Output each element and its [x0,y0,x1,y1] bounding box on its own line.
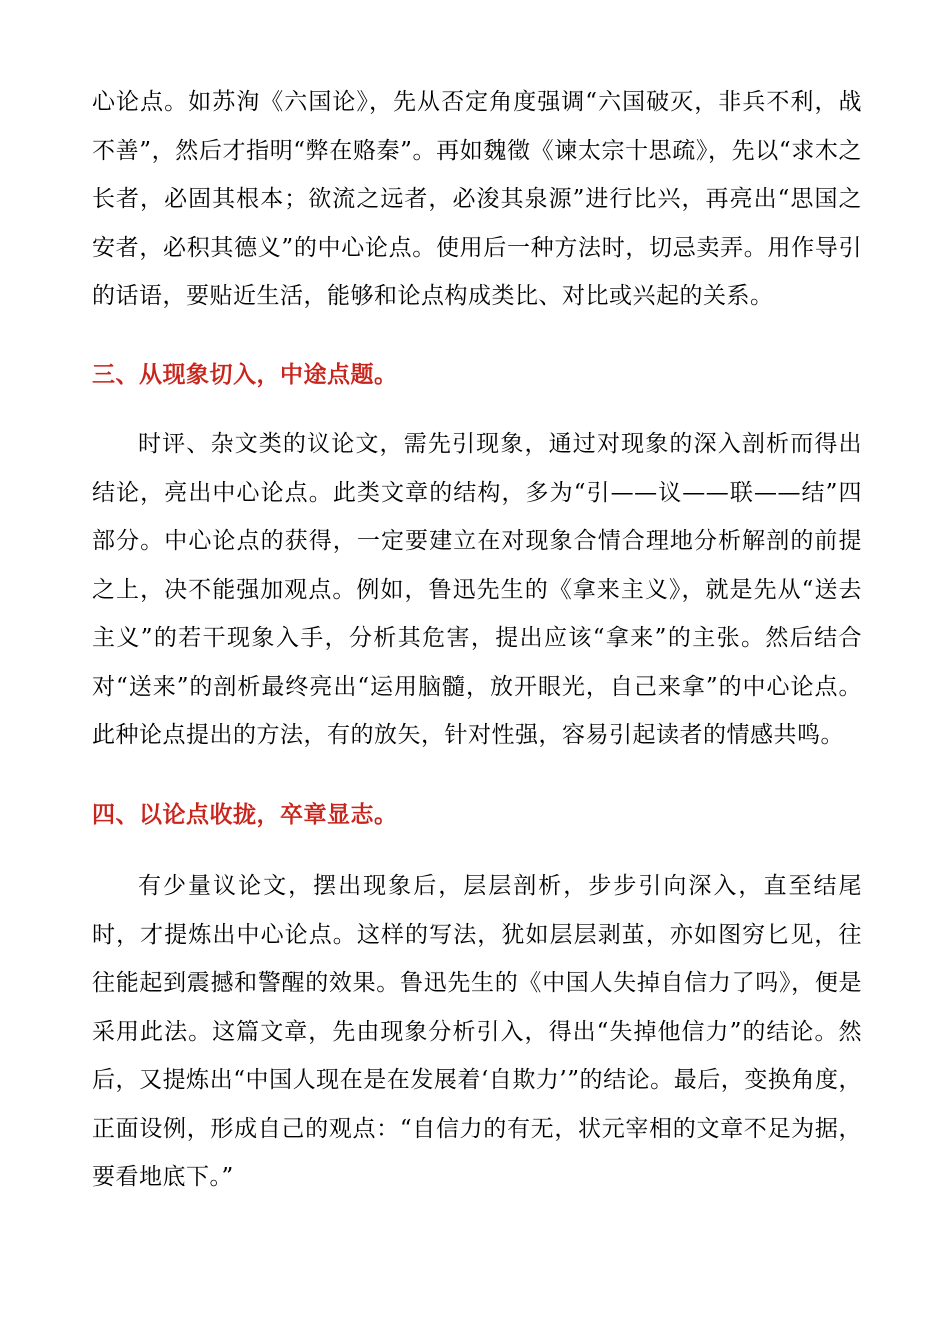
body-paragraph-section-3: 时评、杂文类的议论文，需先引现象，通过对现象的深入剖析而得出结论，亮出中心论点。此类文章的结构，多为“引——议——联——结”四部分。中心论点的获得，一定要建立在对现象合情合理地分析解剖的前提之上，决不能强加观点。例如，鲁迅先生的《拿来主义》，就是先从“送去主义”的若干现象入手，分析其危害，提出应该“拿来”的主张。然后结合对“送来”的剖析最终亮出“运用脑髓，放开眼光，自己来拿”的中心论点。此种论点提出的方法，有的放矢，针对性强，容易引起读者的情感共鸣。 [92,431,862,748]
body-paragraph-section-4: 有少量议论文，摆出现象后，层层剖析，步步引向深入，直至结尾时，才提炼出中心论点。这样的写法，犹如层层剥茧，亦如图穷匕见，往往能起到震撼和警醒的效果。鲁迅先生的《中国人失掉自信力了吗》，便是采用此法。这篇文章，先由现象分析引入，得出“失掉他信力”的结论。然后，又提炼出“中国人现在是在发展着‘自欺力’”的结论。最后，变换角度，正面设例，形成自己的观点：“自信力的有无，状元宰相的文章不足为据，要看地底下。” [92,873,862,1190]
body-paragraph-continued: 心论点。如苏洵《六国论》，先从否定角度强调“六国破灭，非兵不利，战不善”，然后才指明“弊在赂秦”。再如魏徵《谏太宗十思疏》，先以“求木之长者，必固其根本；欲流之远者，必浚其泉源”进行比兴，再亮出“思国之安者，必积其德义”的中心论点。使用后一种方法时，切忌卖弄。用作导引的话语，要贴近生活，能够和论点构成类比、对比或兴起的关系。 [92,89,862,309]
section-heading-4: 四、以论点收拢，卒章显志。 [92,802,398,828]
section-heading-3: 三、从现象切入，中途点题。 [92,362,398,388]
